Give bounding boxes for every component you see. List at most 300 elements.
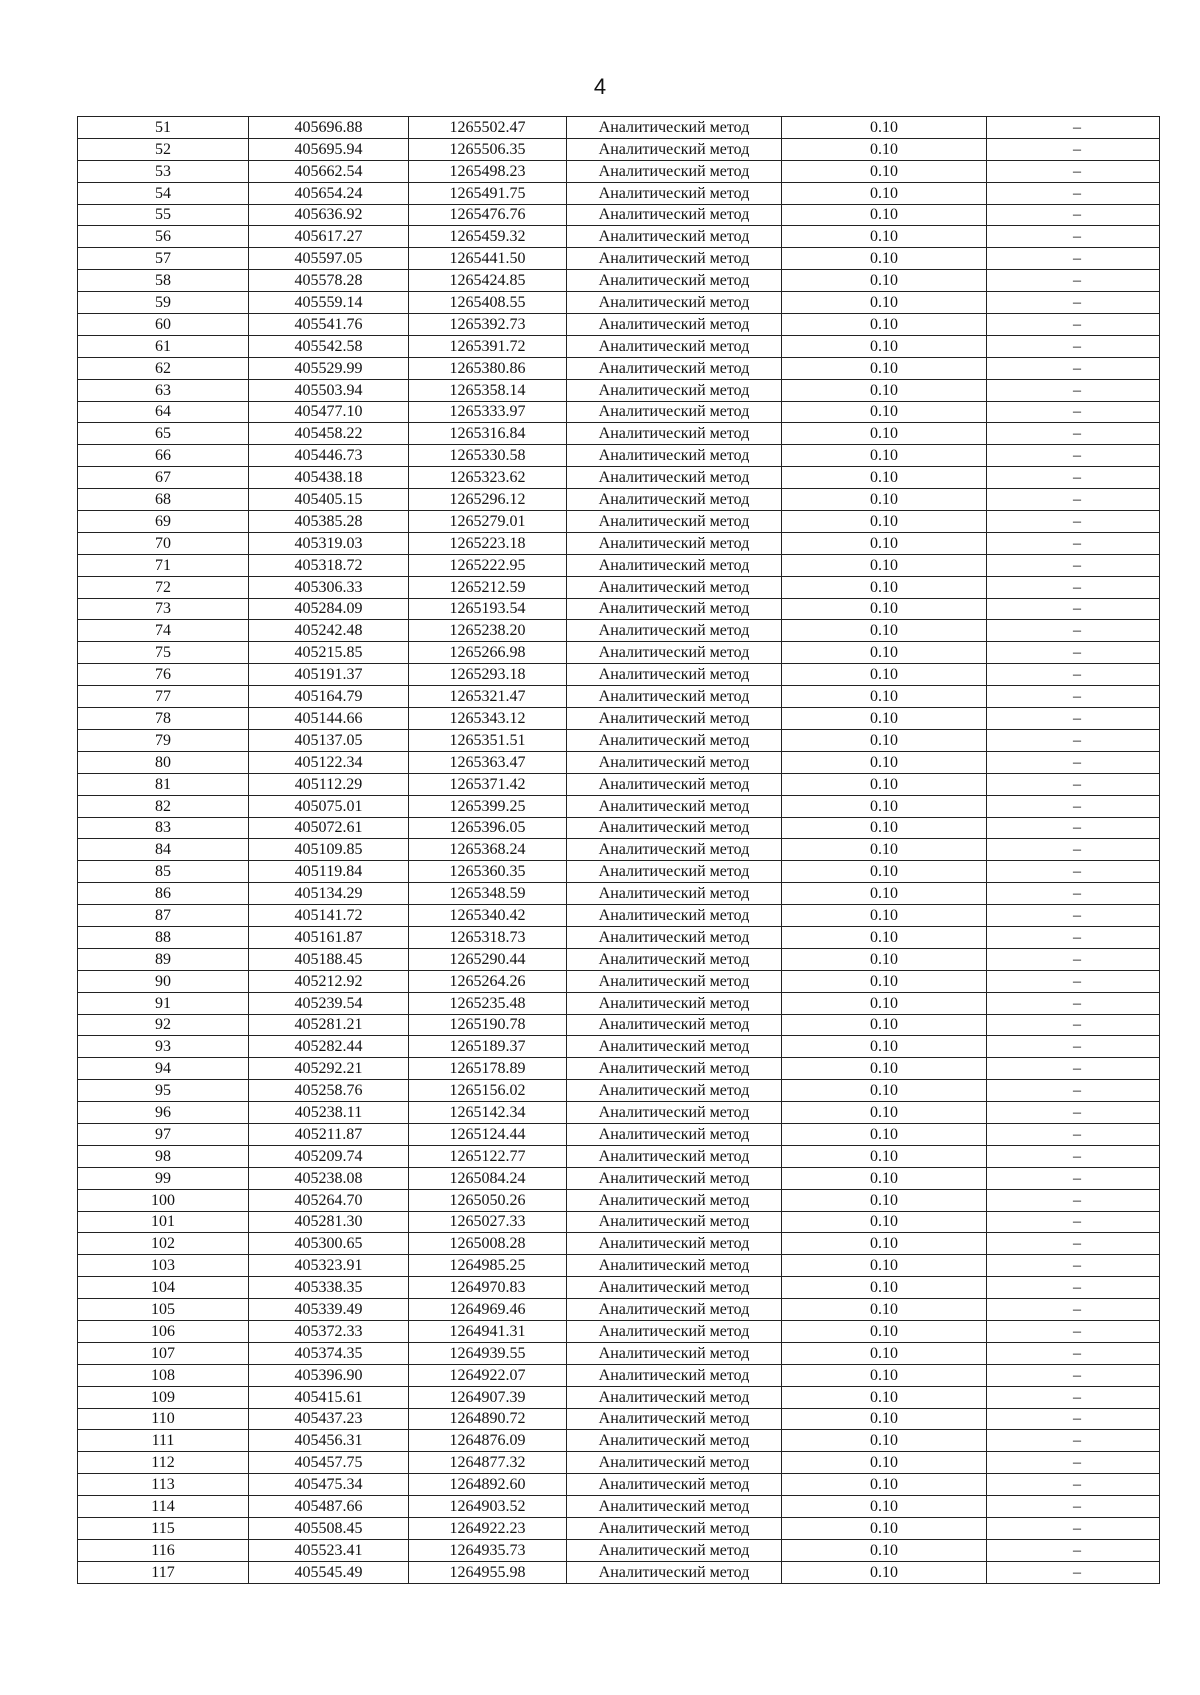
x-coordinate-cell: 405239.54	[249, 992, 409, 1014]
x-coordinate-cell: 405191.37	[249, 664, 409, 686]
y-coordinate-cell: 1265343.12	[409, 708, 567, 730]
table-row	[78, 1561, 1160, 1583]
note-cell: –	[987, 182, 1160, 204]
point-number-cell: 55	[78, 204, 249, 226]
table-row	[78, 642, 1160, 664]
accuracy-cell: 0.10	[782, 664, 987, 686]
point-number-cell: 103	[78, 1255, 249, 1277]
table-row	[78, 576, 1160, 598]
note-cell: –	[987, 1342, 1160, 1364]
point-number-cell: 64	[78, 401, 249, 423]
accuracy-cell: 0.10	[782, 511, 987, 533]
y-coordinate-cell: 1265124.44	[409, 1123, 567, 1145]
table-row	[78, 1342, 1160, 1364]
point-number-cell: 60	[78, 314, 249, 336]
note-cell: –	[987, 1211, 1160, 1233]
accuracy-cell: 0.10	[782, 226, 987, 248]
y-coordinate-cell: 1265323.62	[409, 467, 567, 489]
method-cell: Аналитический метод	[567, 511, 782, 533]
accuracy-cell: 0.10	[782, 773, 987, 795]
y-coordinate-cell: 1265264.26	[409, 970, 567, 992]
note-cell: –	[987, 839, 1160, 861]
method-cell: Аналитический метод	[567, 1233, 782, 1255]
accuracy-cell: 0.10	[782, 1299, 987, 1321]
x-coordinate-cell: 405487.66	[249, 1496, 409, 1518]
method-cell: Аналитический метод	[567, 773, 782, 795]
accuracy-cell: 0.10	[782, 182, 987, 204]
method-cell: Аналитический метод	[567, 489, 782, 511]
y-coordinate-cell: 1265156.02	[409, 1080, 567, 1102]
y-coordinate-cell: 1265279.01	[409, 511, 567, 533]
note-cell: –	[987, 401, 1160, 423]
y-coordinate-cell: 1265348.59	[409, 883, 567, 905]
y-coordinate-cell: 1265193.54	[409, 598, 567, 620]
accuracy-cell: 0.10	[782, 1408, 987, 1430]
note-cell: –	[987, 314, 1160, 336]
table-row	[78, 554, 1160, 576]
method-cell: Аналитический метод	[567, 795, 782, 817]
method-cell: Аналитический метод	[567, 948, 782, 970]
y-coordinate-cell: 1264939.55	[409, 1342, 567, 1364]
note-cell: –	[987, 467, 1160, 489]
point-number-cell: 108	[78, 1364, 249, 1386]
method-cell: Аналитический метод	[567, 1430, 782, 1452]
point-number-cell: 98	[78, 1145, 249, 1167]
x-coordinate-cell: 405306.33	[249, 576, 409, 598]
accuracy-cell: 0.10	[782, 817, 987, 839]
table-row	[78, 1058, 1160, 1080]
accuracy-cell: 0.10	[782, 554, 987, 576]
note-cell: –	[987, 204, 1160, 226]
table-row	[78, 751, 1160, 773]
table-row	[78, 1167, 1160, 1189]
x-coordinate-cell: 405281.30	[249, 1211, 409, 1233]
table-row	[78, 423, 1160, 445]
note-cell: –	[987, 511, 1160, 533]
note-cell: –	[987, 1080, 1160, 1102]
accuracy-cell: 0.10	[782, 926, 987, 948]
point-number-cell: 73	[78, 598, 249, 620]
point-number-cell: 106	[78, 1320, 249, 1342]
method-cell: Аналитический метод	[567, 839, 782, 861]
method-cell: Аналитический метод	[567, 883, 782, 905]
accuracy-cell: 0.10	[782, 532, 987, 554]
method-cell: Аналитический метод	[567, 598, 782, 620]
note-cell: –	[987, 970, 1160, 992]
note-cell: –	[987, 1058, 1160, 1080]
table-row	[78, 1386, 1160, 1408]
point-number-cell: 97	[78, 1123, 249, 1145]
table-row	[78, 270, 1160, 292]
x-coordinate-cell: 405578.28	[249, 270, 409, 292]
method-cell: Аналитический метод	[567, 314, 782, 336]
y-coordinate-cell: 1264970.83	[409, 1277, 567, 1299]
point-number-cell: 62	[78, 357, 249, 379]
y-coordinate-cell: 1264890.72	[409, 1408, 567, 1430]
method-cell: Аналитический метод	[567, 817, 782, 839]
method-cell: Аналитический метод	[567, 117, 782, 139]
accuracy-cell: 0.10	[782, 1145, 987, 1167]
note-cell: –	[987, 664, 1160, 686]
accuracy-cell: 0.10	[782, 1474, 987, 1496]
x-coordinate-cell: 405396.90	[249, 1364, 409, 1386]
y-coordinate-cell: 1265491.75	[409, 182, 567, 204]
table-row	[78, 532, 1160, 554]
y-coordinate-cell: 1265212.59	[409, 576, 567, 598]
y-coordinate-cell: 1265360.35	[409, 861, 567, 883]
x-coordinate-cell: 405437.23	[249, 1408, 409, 1430]
point-number-cell: 117	[78, 1561, 249, 1583]
point-number-cell: 74	[78, 620, 249, 642]
accuracy-cell: 0.10	[782, 1255, 987, 1277]
point-number-cell: 89	[78, 948, 249, 970]
point-number-cell: 109	[78, 1386, 249, 1408]
point-number-cell: 115	[78, 1518, 249, 1540]
method-cell: Аналитический метод	[567, 1014, 782, 1036]
point-number-cell: 57	[78, 248, 249, 270]
x-coordinate-cell: 405258.76	[249, 1080, 409, 1102]
accuracy-cell: 0.10	[782, 905, 987, 927]
note-cell: –	[987, 1277, 1160, 1299]
accuracy-cell: 0.10	[782, 1364, 987, 1386]
table-row	[78, 795, 1160, 817]
table-row	[78, 817, 1160, 839]
note-cell: –	[987, 1145, 1160, 1167]
note-cell: –	[987, 883, 1160, 905]
point-number-cell: 53	[78, 160, 249, 182]
note-cell: –	[987, 729, 1160, 751]
y-coordinate-cell: 1265293.18	[409, 664, 567, 686]
x-coordinate-cell: 405215.85	[249, 642, 409, 664]
x-coordinate-cell: 405300.65	[249, 1233, 409, 1255]
method-cell: Аналитический метод	[567, 423, 782, 445]
note-cell: –	[987, 817, 1160, 839]
coordinates-table	[77, 116, 1160, 1584]
point-number-cell: 100	[78, 1189, 249, 1211]
method-cell: Аналитический метод	[567, 292, 782, 314]
y-coordinate-cell: 1264903.52	[409, 1496, 567, 1518]
y-coordinate-cell: 1265408.55	[409, 292, 567, 314]
note-cell: –	[987, 1255, 1160, 1277]
table-row	[78, 948, 1160, 970]
note-cell: –	[987, 1320, 1160, 1342]
method-cell: Аналитический метод	[567, 379, 782, 401]
x-coordinate-cell: 405695.94	[249, 138, 409, 160]
accuracy-cell: 0.10	[782, 204, 987, 226]
y-coordinate-cell: 1264955.98	[409, 1561, 567, 1583]
y-coordinate-cell: 1264922.07	[409, 1364, 567, 1386]
accuracy-cell: 0.10	[782, 1211, 987, 1233]
note-cell: –	[987, 1539, 1160, 1561]
note-cell: –	[987, 335, 1160, 357]
accuracy-cell: 0.10	[782, 1036, 987, 1058]
note-cell: –	[987, 532, 1160, 554]
accuracy-cell: 0.10	[782, 1561, 987, 1583]
y-coordinate-cell: 1265122.77	[409, 1145, 567, 1167]
table-row	[78, 1145, 1160, 1167]
table-row	[78, 1496, 1160, 1518]
accuracy-cell: 0.10	[782, 445, 987, 467]
point-number-cell: 52	[78, 138, 249, 160]
accuracy-cell: 0.10	[782, 379, 987, 401]
y-coordinate-cell: 1265222.95	[409, 554, 567, 576]
note-cell: –	[987, 598, 1160, 620]
table-row	[78, 401, 1160, 423]
point-number-cell: 75	[78, 642, 249, 664]
note-cell: –	[987, 1474, 1160, 1496]
note-cell: –	[987, 861, 1160, 883]
point-number-cell: 63	[78, 379, 249, 401]
x-coordinate-cell: 405188.45	[249, 948, 409, 970]
method-cell: Аналитический метод	[567, 970, 782, 992]
table-row	[78, 292, 1160, 314]
note-cell: –	[987, 948, 1160, 970]
method-cell: Аналитический метод	[567, 401, 782, 423]
point-number-cell: 93	[78, 1036, 249, 1058]
y-coordinate-cell: 1264985.25	[409, 1255, 567, 1277]
accuracy-cell: 0.10	[782, 1430, 987, 1452]
y-coordinate-cell: 1265391.72	[409, 335, 567, 357]
accuracy-cell: 0.10	[782, 1386, 987, 1408]
accuracy-cell: 0.10	[782, 1167, 987, 1189]
method-cell: Аналитический метод	[567, 1452, 782, 1474]
table-row	[78, 708, 1160, 730]
table-row	[78, 1189, 1160, 1211]
point-number-cell: 113	[78, 1474, 249, 1496]
point-number-cell: 92	[78, 1014, 249, 1036]
x-coordinate-cell: 405141.72	[249, 905, 409, 927]
method-cell: Аналитический метод	[567, 1080, 782, 1102]
method-cell: Аналитический метод	[567, 1167, 782, 1189]
x-coordinate-cell: 405662.54	[249, 160, 409, 182]
accuracy-cell: 0.10	[782, 138, 987, 160]
note-cell: –	[987, 1408, 1160, 1430]
method-cell: Аналитический метод	[567, 926, 782, 948]
table-row	[78, 204, 1160, 226]
y-coordinate-cell: 1265296.12	[409, 489, 567, 511]
x-coordinate-cell: 405636.92	[249, 204, 409, 226]
note-cell: –	[987, 686, 1160, 708]
table-row	[78, 379, 1160, 401]
method-cell: Аналитический метод	[567, 467, 782, 489]
accuracy-cell: 0.10	[782, 686, 987, 708]
accuracy-cell: 0.10	[782, 467, 987, 489]
method-cell: Аналитический метод	[567, 204, 782, 226]
accuracy-cell: 0.10	[782, 839, 987, 861]
method-cell: Аналитический метод	[567, 335, 782, 357]
method-cell: Аналитический метод	[567, 445, 782, 467]
method-cell: Аналитический метод	[567, 248, 782, 270]
method-cell: Аналитический метод	[567, 708, 782, 730]
method-cell: Аналитический метод	[567, 1342, 782, 1364]
point-number-cell: 102	[78, 1233, 249, 1255]
y-coordinate-cell: 1265189.37	[409, 1036, 567, 1058]
accuracy-cell: 0.10	[782, 160, 987, 182]
accuracy-cell: 0.10	[782, 795, 987, 817]
y-coordinate-cell: 1264876.09	[409, 1430, 567, 1452]
x-coordinate-cell: 405319.03	[249, 532, 409, 554]
method-cell: Аналитический метод	[567, 664, 782, 686]
point-number-cell: 94	[78, 1058, 249, 1080]
table-row	[78, 1299, 1160, 1321]
y-coordinate-cell: 1265142.34	[409, 1102, 567, 1124]
coordinates-table-body	[78, 117, 1160, 1584]
table-row	[78, 226, 1160, 248]
accuracy-cell: 0.10	[782, 970, 987, 992]
table-row	[78, 620, 1160, 642]
x-coordinate-cell: 405542.58	[249, 335, 409, 357]
table-row	[78, 839, 1160, 861]
point-number-cell: 105	[78, 1299, 249, 1321]
x-coordinate-cell: 405696.88	[249, 117, 409, 139]
method-cell: Аналитический метод	[567, 1386, 782, 1408]
note-cell: –	[987, 423, 1160, 445]
y-coordinate-cell: 1265380.86	[409, 357, 567, 379]
point-number-cell: 80	[78, 751, 249, 773]
table-row	[78, 729, 1160, 751]
x-coordinate-cell: 405338.35	[249, 1277, 409, 1299]
table-row	[78, 773, 1160, 795]
method-cell: Аналитический метод	[567, 861, 782, 883]
x-coordinate-cell: 405508.45	[249, 1518, 409, 1540]
x-coordinate-cell: 405122.34	[249, 751, 409, 773]
note-cell: –	[987, 642, 1160, 664]
y-coordinate-cell: 1265321.47	[409, 686, 567, 708]
x-coordinate-cell: 405323.91	[249, 1255, 409, 1277]
note-cell: –	[987, 554, 1160, 576]
method-cell: Аналитический метод	[567, 357, 782, 379]
table-row	[78, 511, 1160, 533]
method-cell: Аналитический метод	[567, 1320, 782, 1342]
accuracy-cell: 0.10	[782, 708, 987, 730]
y-coordinate-cell: 1265316.84	[409, 423, 567, 445]
x-coordinate-cell: 405209.74	[249, 1145, 409, 1167]
y-coordinate-cell: 1265399.25	[409, 795, 567, 817]
table-row	[78, 992, 1160, 1014]
method-cell: Аналитический метод	[567, 1058, 782, 1080]
x-coordinate-cell: 405242.48	[249, 620, 409, 642]
method-cell: Аналитический метод	[567, 642, 782, 664]
table-row	[78, 467, 1160, 489]
x-coordinate-cell: 405137.05	[249, 729, 409, 751]
accuracy-cell: 0.10	[782, 1496, 987, 1518]
note-cell: –	[987, 751, 1160, 773]
point-number-cell: 59	[78, 292, 249, 314]
note-cell: –	[987, 117, 1160, 139]
y-coordinate-cell: 1265371.42	[409, 773, 567, 795]
y-coordinate-cell: 1265223.18	[409, 532, 567, 554]
method-cell: Аналитический метод	[567, 532, 782, 554]
y-coordinate-cell: 1264922.23	[409, 1518, 567, 1540]
x-coordinate-cell: 405284.09	[249, 598, 409, 620]
accuracy-cell: 0.10	[782, 270, 987, 292]
note-cell: –	[987, 1189, 1160, 1211]
note-cell: –	[987, 379, 1160, 401]
y-coordinate-cell: 1264969.46	[409, 1299, 567, 1321]
accuracy-cell: 0.10	[782, 1233, 987, 1255]
accuracy-cell: 0.10	[782, 248, 987, 270]
table-row	[78, 861, 1160, 883]
x-coordinate-cell: 405385.28	[249, 511, 409, 533]
note-cell: –	[987, 1430, 1160, 1452]
x-coordinate-cell: 405282.44	[249, 1036, 409, 1058]
point-number-cell: 66	[78, 445, 249, 467]
x-coordinate-cell: 405212.92	[249, 970, 409, 992]
x-coordinate-cell: 405075.01	[249, 795, 409, 817]
table-row	[78, 1233, 1160, 1255]
note-cell: –	[987, 270, 1160, 292]
table-row	[78, 1277, 1160, 1299]
table-row	[78, 1430, 1160, 1452]
y-coordinate-cell: 1265190.78	[409, 1014, 567, 1036]
point-number-cell: 77	[78, 686, 249, 708]
accuracy-cell: 0.10	[782, 1014, 987, 1036]
x-coordinate-cell: 405292.21	[249, 1058, 409, 1080]
method-cell: Аналитический метод	[567, 729, 782, 751]
point-number-cell: 67	[78, 467, 249, 489]
accuracy-cell: 0.10	[782, 117, 987, 139]
point-number-cell: 58	[78, 270, 249, 292]
point-number-cell: 112	[78, 1452, 249, 1474]
method-cell: Аналитический метод	[567, 1036, 782, 1058]
y-coordinate-cell: 1265351.51	[409, 729, 567, 751]
point-number-cell: 82	[78, 795, 249, 817]
note-cell: –	[987, 445, 1160, 467]
x-coordinate-cell: 405529.99	[249, 357, 409, 379]
x-coordinate-cell: 405503.94	[249, 379, 409, 401]
table-row	[78, 686, 1160, 708]
y-coordinate-cell: 1265027.33	[409, 1211, 567, 1233]
x-coordinate-cell: 405161.87	[249, 926, 409, 948]
x-coordinate-cell: 405164.79	[249, 686, 409, 708]
point-number-cell: 70	[78, 532, 249, 554]
table-row	[78, 489, 1160, 511]
page-number: 4	[593, 74, 607, 99]
point-number-cell: 111	[78, 1430, 249, 1452]
point-number-cell: 69	[78, 511, 249, 533]
accuracy-cell: 0.10	[782, 401, 987, 423]
table-row	[78, 1255, 1160, 1277]
y-coordinate-cell: 1265476.76	[409, 204, 567, 226]
point-number-cell: 83	[78, 817, 249, 839]
x-coordinate-cell: 405134.29	[249, 883, 409, 905]
method-cell: Аналитический метод	[567, 576, 782, 598]
table-row	[78, 117, 1160, 139]
point-number-cell: 84	[78, 839, 249, 861]
accuracy-cell: 0.10	[782, 489, 987, 511]
x-coordinate-cell: 405339.49	[249, 1299, 409, 1321]
y-coordinate-cell: 1265340.42	[409, 905, 567, 927]
table-row	[78, 926, 1160, 948]
note-cell: –	[987, 489, 1160, 511]
y-coordinate-cell: 1265392.73	[409, 314, 567, 336]
note-cell: –	[987, 1123, 1160, 1145]
x-coordinate-cell: 405559.14	[249, 292, 409, 314]
accuracy-cell: 0.10	[782, 861, 987, 883]
note-cell: –	[987, 992, 1160, 1014]
point-number-cell: 90	[78, 970, 249, 992]
method-cell: Аналитический метод	[567, 1123, 782, 1145]
note-cell: –	[987, 926, 1160, 948]
method-cell: Аналитический метод	[567, 1145, 782, 1167]
table-row	[78, 1408, 1160, 1430]
x-coordinate-cell: 405119.84	[249, 861, 409, 883]
note-cell: –	[987, 138, 1160, 160]
x-coordinate-cell: 405545.49	[249, 1561, 409, 1583]
table-row	[78, 1036, 1160, 1058]
method-cell: Аналитический метод	[567, 620, 782, 642]
point-number-cell: 116	[78, 1539, 249, 1561]
